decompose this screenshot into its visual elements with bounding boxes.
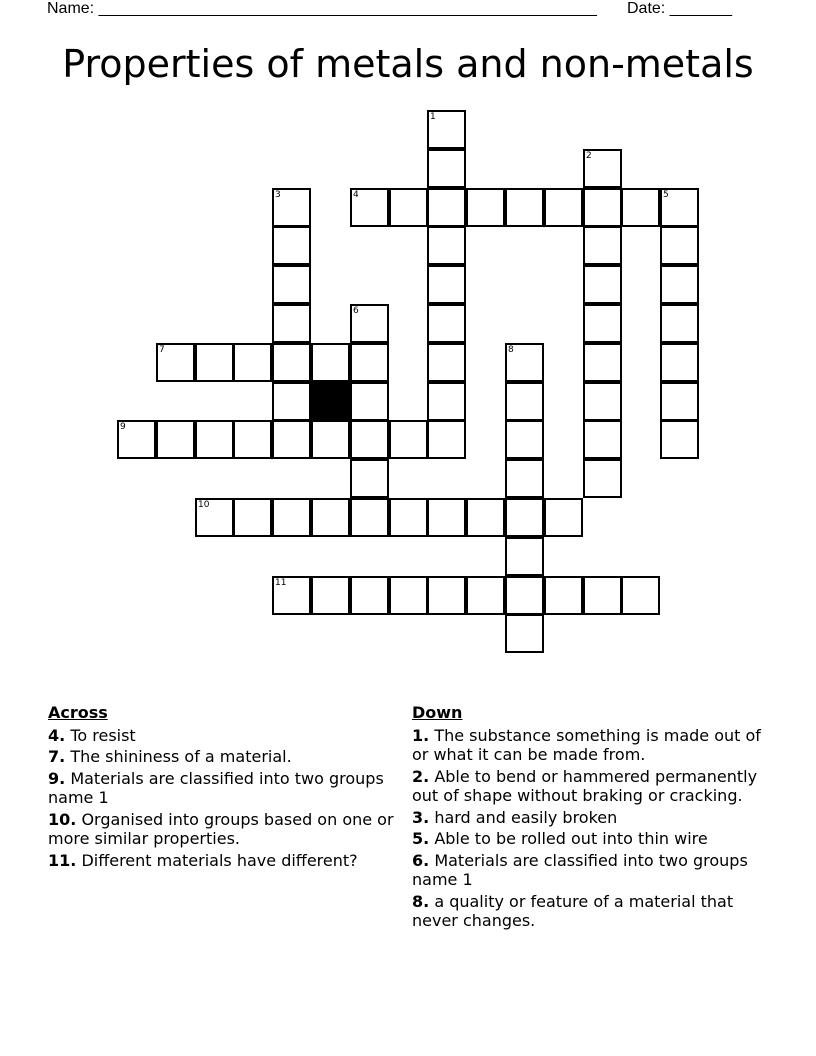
crossword-cell[interactable]	[505, 576, 544, 615]
crossword-cell[interactable]	[350, 459, 389, 498]
crossword-cell[interactable]	[117, 420, 156, 459]
clue-down-2	[412, 767, 762, 806]
date-field[interactable]: Date: _______	[627, 0, 732, 17]
crossword-cell[interactable]	[272, 226, 311, 265]
crossword-cell[interactable]	[272, 304, 311, 343]
crossword-cell[interactable]	[505, 420, 544, 459]
crossword-cell[interactable]	[505, 498, 544, 537]
crossword-cell[interactable]	[583, 226, 622, 265]
clue-down-8	[412, 892, 762, 931]
crossword-cell[interactable]	[466, 188, 505, 227]
crossword-cell[interactable]	[272, 498, 311, 537]
crossword-cell[interactable]	[389, 420, 428, 459]
crossword-cell[interactable]	[156, 343, 195, 382]
cell-number: 8	[508, 345, 514, 355]
crossword-cell[interactable]	[505, 188, 544, 227]
clue-text: Materials are classified into two groups name 1	[48, 768, 384, 807]
crossword-cell[interactable]	[233, 498, 272, 537]
crossword-cell[interactable]	[660, 226, 699, 265]
name-field[interactable]: Name: ________________________________________________________	[47, 0, 597, 17]
crossword-cell[interactable]	[660, 382, 699, 421]
crossword-cell[interactable]	[583, 149, 622, 188]
crossword-cell[interactable]	[583, 265, 622, 304]
crossword-cell[interactable]	[427, 382, 466, 421]
crossword-cell[interactable]	[389, 188, 428, 227]
cell-number: 6	[353, 306, 359, 316]
clue-number: 4.	[48, 725, 66, 745]
crossword-cell[interactable]	[583, 420, 622, 459]
crossword-cell[interactable]	[350, 498, 389, 537]
clue-text: Able to bend or hammered permanently out of shape without braking or cracking.	[412, 766, 758, 805]
crossword-cell[interactable]	[389, 576, 428, 615]
clue-number: 7.	[48, 747, 66, 766]
crossword-cell[interactable]	[427, 265, 466, 304]
down-clues	[412, 703, 762, 933]
crossword-cell[interactable]	[233, 343, 272, 382]
crossword-cell[interactable]	[427, 498, 466, 537]
crossword-cell[interactable]	[272, 576, 311, 615]
crossword-cell[interactable]	[272, 382, 311, 421]
clue-number: 2.	[412, 766, 430, 786]
crossword-cell[interactable]	[660, 265, 699, 304]
crossword-cell[interactable]	[427, 304, 466, 343]
crossword-cell[interactable]	[583, 382, 622, 421]
clue-text: To resist	[70, 725, 136, 745]
crossword-cell[interactable]	[505, 459, 544, 498]
crossword-cell[interactable]	[660, 188, 699, 227]
crossword-cell[interactable]	[427, 110, 466, 149]
clue-text: Organised into groups based on one or more similar properties.	[48, 809, 394, 848]
cell-number: 10	[198, 500, 210, 510]
clue-across-7	[48, 747, 398, 767]
crossword-cell[interactable]	[195, 343, 234, 382]
clue-across-10	[48, 810, 398, 849]
crossword-cell[interactable]	[621, 188, 660, 227]
clue-number: 11.	[48, 850, 77, 870]
crossword-cell[interactable]	[311, 576, 350, 615]
crossword-cell[interactable]	[427, 420, 466, 459]
crossword-cell[interactable]	[272, 420, 311, 459]
clue-number: 10.	[48, 809, 77, 829]
crossword-cell[interactable]	[583, 188, 622, 227]
crossword-cell[interactable]	[660, 420, 699, 459]
cell-number: 11	[275, 578, 287, 588]
clue-across-9	[48, 769, 398, 808]
clue-text: Able to be rolled out into thin wire	[434, 829, 708, 848]
page-title: Properties of metals and non-metals	[62, 42, 754, 86]
clue-number: 6.	[412, 850, 430, 870]
crossword-cell[interactable]	[272, 343, 311, 382]
clue-text: a quality or feature of a material that never changes.	[412, 891, 734, 930]
crossword-cell[interactable]	[427, 226, 466, 265]
cell-number: 1	[430, 112, 436, 122]
crossword-cell[interactable]	[466, 576, 505, 615]
crossword-cell[interactable]	[350, 420, 389, 459]
crossword-cell[interactable]	[427, 188, 466, 227]
clue-text: The substance something is made out of or what it can be made from.	[412, 725, 761, 764]
crossword-cell[interactable]	[583, 576, 622, 615]
crossword-cell[interactable]	[272, 188, 311, 227]
down-heading: Down	[412, 703, 463, 722]
crossword-cell[interactable]	[427, 343, 466, 382]
crossword-cell[interactable]	[272, 265, 311, 304]
clue-number: 1.	[412, 725, 430, 745]
cell-number: 9	[120, 422, 126, 432]
clue-number: 9.	[48, 768, 66, 788]
crossword-cell[interactable]	[505, 614, 544, 653]
cell-number: 4	[353, 190, 359, 200]
across-clues	[48, 703, 398, 872]
crossword-cell[interactable]	[544, 498, 583, 537]
across-heading: Across	[48, 703, 108, 722]
crossword-cell[interactable]	[466, 498, 505, 537]
crossword-cell[interactable]	[660, 343, 699, 382]
crossword-cell[interactable]	[350, 576, 389, 615]
cell-number: 5	[663, 190, 669, 200]
clue-text: Materials are classified into two groups name 1	[412, 850, 748, 889]
crossword-cell[interactable]	[311, 420, 350, 459]
crossword-cell[interactable]	[505, 382, 544, 421]
crossword-cell[interactable]	[350, 188, 389, 227]
clue-down-6	[412, 851, 762, 890]
crossword-cell[interactable]	[427, 149, 466, 188]
cell-number: 2	[586, 151, 592, 161]
clue-number: 3.	[412, 807, 430, 827]
crossword-cell[interactable]	[583, 459, 622, 498]
crossword-cell[interactable]	[427, 576, 466, 615]
cell-number: 3	[275, 190, 281, 200]
crossword-cell[interactable]	[195, 498, 234, 537]
clue-down-1	[412, 726, 762, 765]
clue-number: 5.	[412, 829, 430, 848]
crossword-cell[interactable]	[505, 343, 544, 382]
crossword-cell[interactable]	[583, 343, 622, 382]
crossword-cell[interactable]	[660, 304, 699, 343]
crossword-cell[interactable]	[544, 188, 583, 227]
crossword-cell[interactable]	[621, 576, 660, 615]
crossword-cell[interactable]	[583, 304, 622, 343]
clue-text: hard and easily broken	[434, 807, 618, 827]
crossword-cell[interactable]	[505, 537, 544, 576]
crossword-cell[interactable]	[350, 304, 389, 343]
clue-down-5	[412, 829, 762, 849]
crossword-cell[interactable]	[311, 498, 350, 537]
crossword-cell[interactable]	[311, 343, 350, 382]
crossword-cell[interactable]	[350, 382, 389, 421]
cell-number: 7	[159, 345, 165, 355]
clue-text: Different materials have different?	[81, 850, 358, 870]
crossword-cell[interactable]	[195, 420, 234, 459]
blocked-cell	[311, 382, 350, 421]
clue-across-4	[48, 726, 398, 746]
clue-across-11	[48, 851, 398, 871]
clue-down-3	[412, 808, 762, 828]
clue-text: The shininess of a material.	[70, 747, 292, 766]
crossword-cell[interactable]	[350, 343, 389, 382]
crossword-cell[interactable]	[156, 420, 195, 459]
crossword-cell[interactable]	[233, 420, 272, 459]
clue-number: 8.	[412, 891, 430, 911]
crossword-cell[interactable]	[544, 576, 583, 615]
crossword-cell[interactable]	[389, 498, 428, 537]
